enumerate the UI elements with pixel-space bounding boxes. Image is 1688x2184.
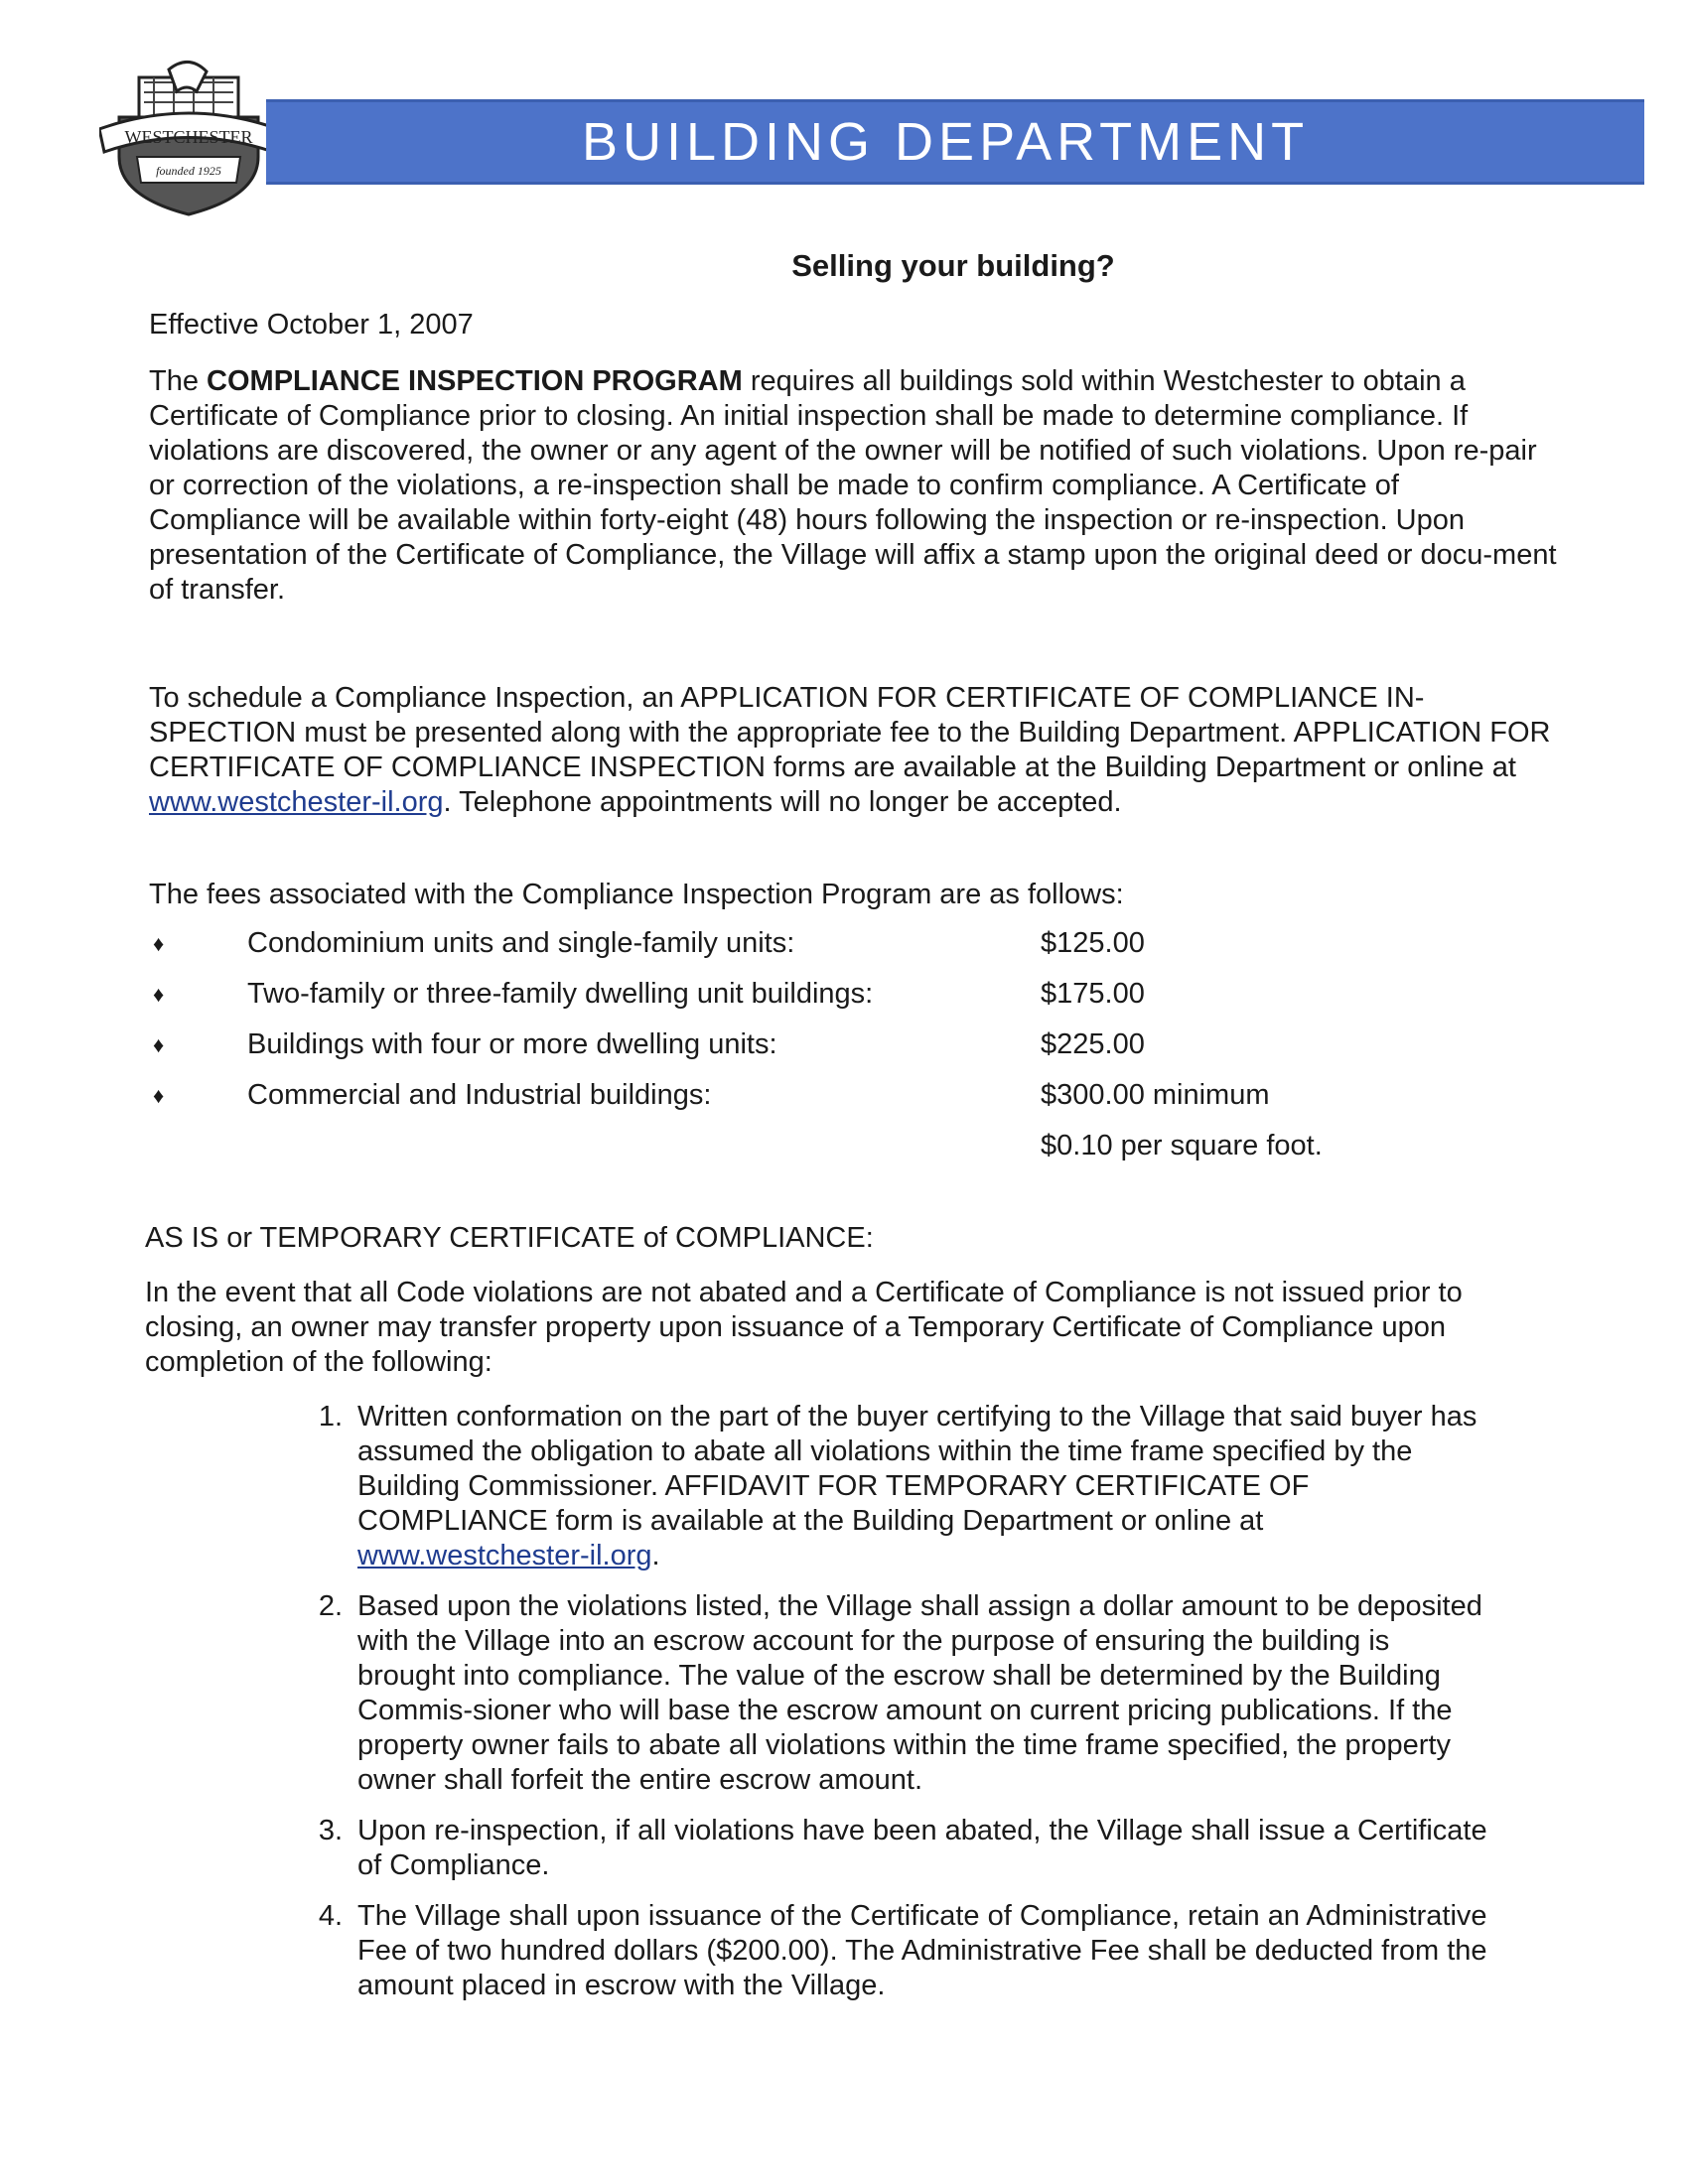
fees-intro: The fees associated with the Compliance Inspection Program are as follows: (149, 879, 1124, 910)
program-intro: The (149, 365, 208, 397)
conditions-list (149, 1400, 1559, 2003)
condition-number: 3. (318, 1815, 343, 1846)
bullet-icon: ♦ (153, 1032, 165, 1057)
schedule-paragraph (149, 681, 1559, 820)
fee-amount: $225.00 (1041, 1028, 1145, 1060)
fee-per-square-foot: $0.10 per square foot. (1041, 1130, 1323, 1161)
fee-amount: $125.00 (1041, 927, 1145, 959)
program-paragraph (149, 364, 1559, 608)
condition-text: Upon re-inspection, if all violations have been abated, the Village shall issue a Certificate of Compliance. (357, 1815, 1487, 1881)
westchester-logo (99, 58, 278, 216)
fee-label: Condominium units and single-family units: (247, 927, 795, 959)
main-content (145, 248, 1559, 2019)
website-link[interactable]: www.westchester-il.org (149, 786, 444, 818)
website-link[interactable]: www.westchester-il.org (357, 1540, 652, 1571)
bullet-icon: ♦ (153, 1083, 165, 1108)
effective-date: Effective October 1, 2007 (149, 309, 474, 341)
schedule-text-after: . Telephone appointments will no longer be accepted. (443, 786, 1122, 818)
program-name: COMPLIANCE INSPECTION PROGRAM (207, 365, 743, 397)
condition-item (288, 1899, 1559, 2003)
fee-label: Commercial and Industrial buildings: (247, 1079, 712, 1111)
condition-number: 2. (318, 1590, 343, 1622)
condition-item (288, 1589, 1559, 1798)
as-is-intro: In the event that all Code violations are not abated and a Certificate of Compliance is not issued prior to closing, an owner may transfer property upon issuance of a Temporary Certificate of Compliance upon completion of the following: (145, 1277, 1463, 1378)
condition-period: . (651, 1540, 660, 1571)
condition-text (357, 1400, 1489, 1573)
fee-label: Buildings with four or more dwelling units: (247, 1028, 777, 1060)
condition-body: Written conformation on the part of the buyer certifying to the Village that said buyer has assumed the obligation to abate all violations within the time frame specified by the Building Commissioner. AFFIDAVIT FOR TEMPORARY CERTIFICATE OF COMPLIANCE form is available at the Building Department or online at (357, 1401, 1477, 1537)
fee-amount: $175.00 (1041, 978, 1145, 1010)
program-text: requires all buildings sold within Westchester to obtain a Certificate of Compliance prior to closing. An initial inspection shall be made to determine compliance. If violations are discovered, the owner or any agent of the owner will be notified of such violations. Upon re-pair or correction of the violations, a re-inspection shall be made to confirm compliance. A Certificate of Compliance will be available within forty-eight (48) hours following the inspection or re-inspection. Upon presentation of the Certificate of Compliance, the Village will affix a stamp upon the original deed or docu-ment of transfer. (149, 365, 1557, 606)
fee-item (149, 977, 1559, 1012)
banner-title: BUILDING DEPARTMENT (582, 112, 1310, 172)
fee-extra-row (149, 1129, 1559, 1163)
fees-list (149, 926, 1559, 1113)
page-heading: Selling your building? (791, 248, 1115, 283)
fee-item (149, 926, 1559, 961)
fee-item (149, 1078, 1559, 1113)
condition-text: Based upon the violations listed, the Village shall assign a dollar amount to be deposited with the Village into an escrow account for the purpose of ensuring the building is brought into compliance. The value of the escrow shall be determined by the Building Commis-sioner who will base the escrow amount on current pricing publications. If the property owner fails to abate all violations within the time frame specified, the property owner shall forfeit the entire escrow amount. (357, 1590, 1482, 1796)
header-banner (266, 99, 1644, 185)
condition-number: 1. (318, 1401, 343, 1433)
schedule-text: To schedule a Compliance Inspection, an APPLICATION FOR CERTIFICATE OF COMPLIANCE IN-SPECTION must be presented along with the appropriate fee to the Building Department. APPLICATION FOR CERTIFICATE OF COMPLIANCE INSPECTION forms are available at the Building Department or online at (149, 682, 1551, 783)
condition-item (288, 1400, 1559, 1573)
bullet-icon: ♦ (153, 982, 165, 1007)
fee-label: Two-family or three-family dwelling unit buildings: (247, 978, 874, 1010)
as-is-heading: AS IS or TEMPORARY CERTIFICATE of COMPLIANCE: (145, 1222, 874, 1254)
condition-number: 4. (318, 1900, 343, 1932)
svg-text:founded 1925: founded 1925 (156, 164, 221, 178)
condition-item (288, 1814, 1559, 1883)
condition-text: The Village shall upon issuance of the Certificate of Compliance, retain an Administrative Fee of two hundred dollars ($200.00). The Administrative Fee shall be deducted from the amount placed in escrow with the Village. (357, 1900, 1487, 2001)
bullet-icon: ♦ (153, 931, 165, 956)
fee-item (149, 1027, 1559, 1062)
svg-text:WESTCHESTER: WESTCHESTER (124, 127, 253, 147)
fee-amount: $300.00 minimum (1041, 1079, 1270, 1111)
